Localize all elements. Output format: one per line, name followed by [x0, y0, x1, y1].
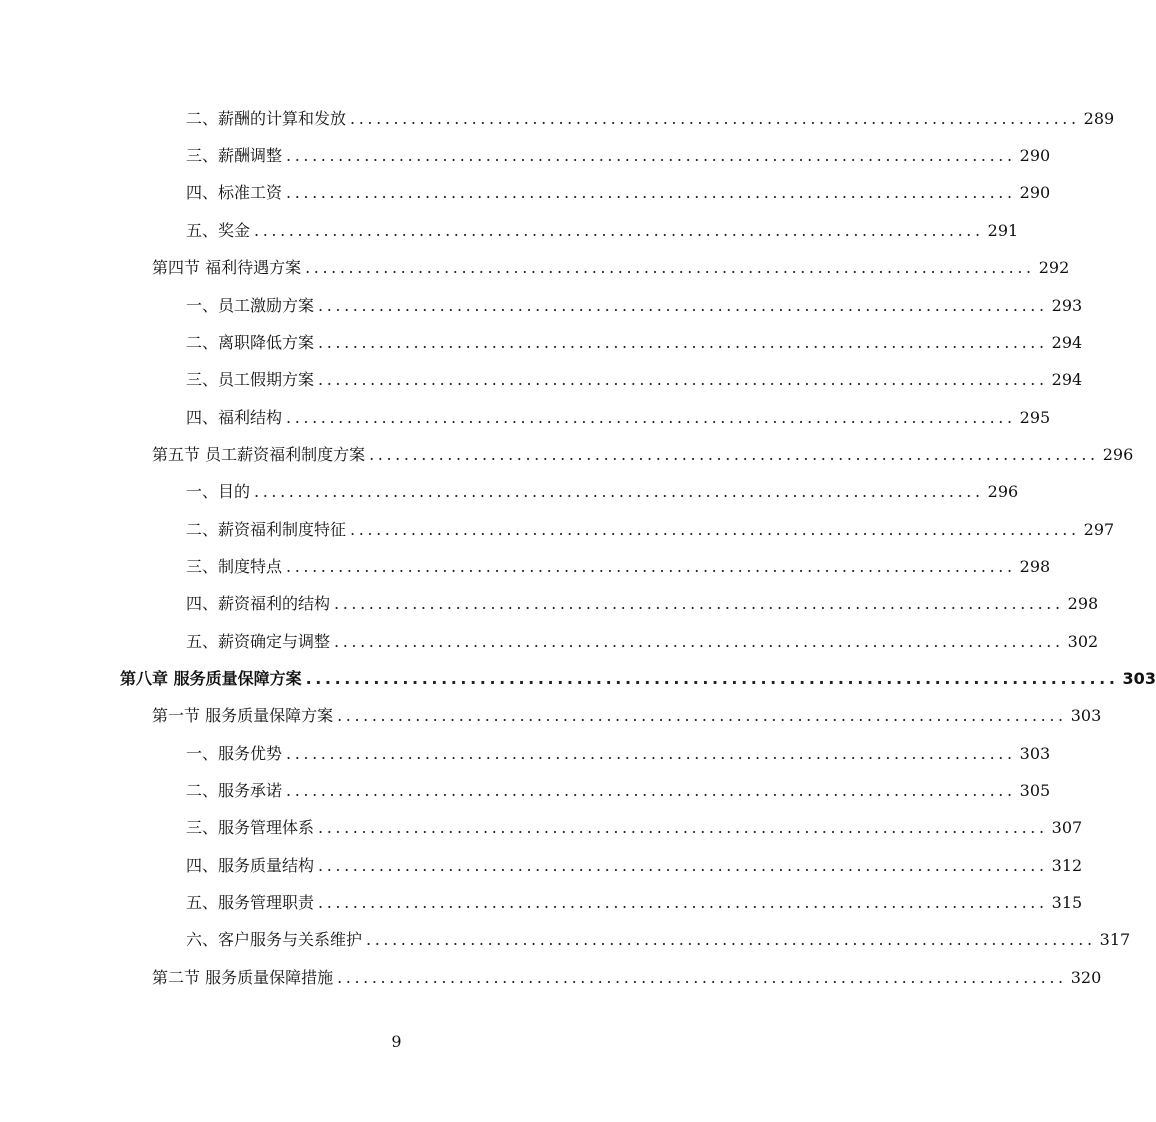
- toc-entry-title: 一、服务优势: [186, 744, 283, 763]
- toc-chapter-entry[interactable]: [120, 667, 1156, 691]
- dot-leader: ....................................................................................: [286, 408, 1016, 427]
- toc-entry-title: 二、薪酬的计算和发放: [186, 109, 347, 128]
- dot-leader: ....................................................................................: [318, 818, 1048, 837]
- toc-entry-title: 三、制度特点: [186, 557, 283, 576]
- toc-entry-title: 五、奖金: [186, 221, 251, 240]
- dot-leader: ....................................................................................: [286, 744, 1016, 763]
- dot-leader: ....................................................................................: [318, 893, 1048, 912]
- dot-leader: ....................................................................................: [286, 146, 1016, 165]
- toc-entry-title: 三、员工假期方案: [186, 370, 315, 389]
- toc-entry-page: 295: [1019, 408, 1051, 427]
- dot-leader: ....................................................................................: [254, 482, 984, 501]
- toc-section-entry[interactable]: [152, 704, 1102, 728]
- toc-entry-page: 302: [1067, 632, 1099, 651]
- toc-entry[interactable]: [186, 107, 1115, 131]
- dot-leader: ....................................................................................: [366, 930, 1096, 949]
- toc-entry[interactable]: [186, 294, 1083, 318]
- toc-entry-title: 一、员工激励方案: [186, 296, 315, 315]
- toc-entry-title: 第一节 服务质量保障方案: [152, 706, 334, 725]
- toc-entry[interactable]: [186, 555, 1051, 579]
- toc-entry-title: 四、标准工资: [186, 183, 283, 202]
- toc-entry-page: 305: [1019, 781, 1051, 800]
- toc-entry-page: 290: [1019, 146, 1051, 165]
- dot-leader: ....................................................................................: [305, 669, 1119, 688]
- toc-section-entry[interactable]: [152, 966, 1102, 990]
- toc-entry-title: 二、薪资福利制度特征: [186, 520, 347, 539]
- toc-section-entry[interactable]: [152, 443, 1134, 467]
- toc-entry-page: 296: [987, 482, 1019, 501]
- dot-leader: ....................................................................................: [286, 183, 1016, 202]
- toc-entry[interactable]: [186, 219, 1019, 243]
- toc-entry-page: 317: [1099, 930, 1131, 949]
- toc-entry-title: 三、薪酬调整: [186, 146, 283, 165]
- toc-entry-title: 三、服务管理体系: [186, 818, 315, 837]
- dot-leader: ....................................................................................: [318, 856, 1048, 875]
- dot-leader: ....................................................................................: [254, 221, 984, 240]
- toc-entry[interactable]: [186, 891, 1083, 915]
- toc-entry-title: 二、服务承诺: [186, 781, 283, 800]
- toc-section-entry[interactable]: [152, 256, 1070, 280]
- toc-entry-page: 291: [987, 221, 1019, 240]
- dot-leader: ....................................................................................: [286, 781, 1016, 800]
- dot-leader: ....................................................................................: [350, 109, 1080, 128]
- toc-entry-page: 298: [1019, 557, 1051, 576]
- dot-leader: ....................................................................................: [318, 333, 1048, 352]
- dot-leader: ....................................................................................: [337, 968, 1067, 987]
- toc-entry-title: 第八章 服务质量保障方案: [120, 669, 302, 688]
- toc-entry-page: 296: [1102, 445, 1134, 464]
- toc-entry-title: 第四节 福利待遇方案: [152, 258, 302, 277]
- toc-entry-title: 四、薪资福利的结构: [186, 594, 331, 613]
- toc-entry[interactable]: [186, 144, 1051, 168]
- toc-entry[interactable]: [186, 928, 1131, 952]
- toc-entry-page: 293: [1051, 296, 1083, 315]
- toc-entry-page: 297: [1083, 520, 1115, 539]
- toc-entry-page: 294: [1051, 333, 1083, 352]
- toc-entry-page: 290: [1019, 183, 1051, 202]
- toc-entry[interactable]: [186, 779, 1051, 803]
- toc-entry-title: 五、服务管理职责: [186, 893, 315, 912]
- toc-entry-page: 303: [1122, 669, 1156, 688]
- toc-entry-page: 315: [1051, 893, 1083, 912]
- dot-leader: ....................................................................................: [334, 632, 1064, 651]
- toc-entry-title: 四、福利结构: [186, 408, 283, 427]
- toc-entry-page: 320: [1070, 968, 1102, 987]
- toc-entry-page: 303: [1019, 744, 1051, 763]
- toc-entry-page: 289: [1083, 109, 1115, 128]
- toc-entry-title: 五、薪资确定与调整: [186, 632, 331, 651]
- toc-entry[interactable]: [186, 630, 1099, 654]
- toc-entry[interactable]: [186, 368, 1083, 392]
- toc-entry[interactable]: [186, 181, 1051, 205]
- toc-entry-title: 第五节 员工薪资福利制度方案: [152, 445, 366, 464]
- toc-entry-page: 298: [1067, 594, 1099, 613]
- toc-entry-title: 第二节 服务质量保障措施: [152, 968, 334, 987]
- toc-entry-title: 四、服务质量结构: [186, 856, 315, 875]
- dot-leader: ....................................................................................: [337, 706, 1067, 725]
- dot-leader: ....................................................................................: [369, 445, 1099, 464]
- toc-entry-title: 一、目的: [186, 482, 251, 501]
- toc-entry[interactable]: [186, 518, 1115, 542]
- dot-leader: ....................................................................................: [305, 258, 1035, 277]
- toc-entry[interactable]: [186, 854, 1083, 878]
- toc-entry[interactable]: [186, 742, 1051, 766]
- dot-leader: ....................................................................................: [318, 296, 1048, 315]
- toc-entry-title: 二、离职降低方案: [186, 333, 315, 352]
- toc-entry-page: 294: [1051, 370, 1083, 389]
- toc-entry[interactable]: [186, 480, 1019, 504]
- toc-entry[interactable]: [186, 331, 1083, 355]
- toc-entry-page: 312: [1051, 856, 1083, 875]
- dot-leader: ....................................................................................: [318, 370, 1048, 389]
- dot-leader: ....................................................................................: [334, 594, 1064, 613]
- dot-leader: ....................................................................................: [286, 557, 1016, 576]
- toc-entry-page: 303: [1070, 706, 1102, 725]
- toc-entry[interactable]: [186, 406, 1051, 430]
- toc-entry[interactable]: [186, 816, 1083, 840]
- toc-entry-page: 307: [1051, 818, 1083, 837]
- dot-leader: ....................................................................................: [350, 520, 1080, 539]
- page-number: 9: [391, 1032, 402, 1051]
- toc-entry[interactable]: [186, 592, 1099, 616]
- toc-entry-page: 292: [1038, 258, 1070, 277]
- toc-entry-title: 六、客户服务与关系维护: [186, 930, 363, 949]
